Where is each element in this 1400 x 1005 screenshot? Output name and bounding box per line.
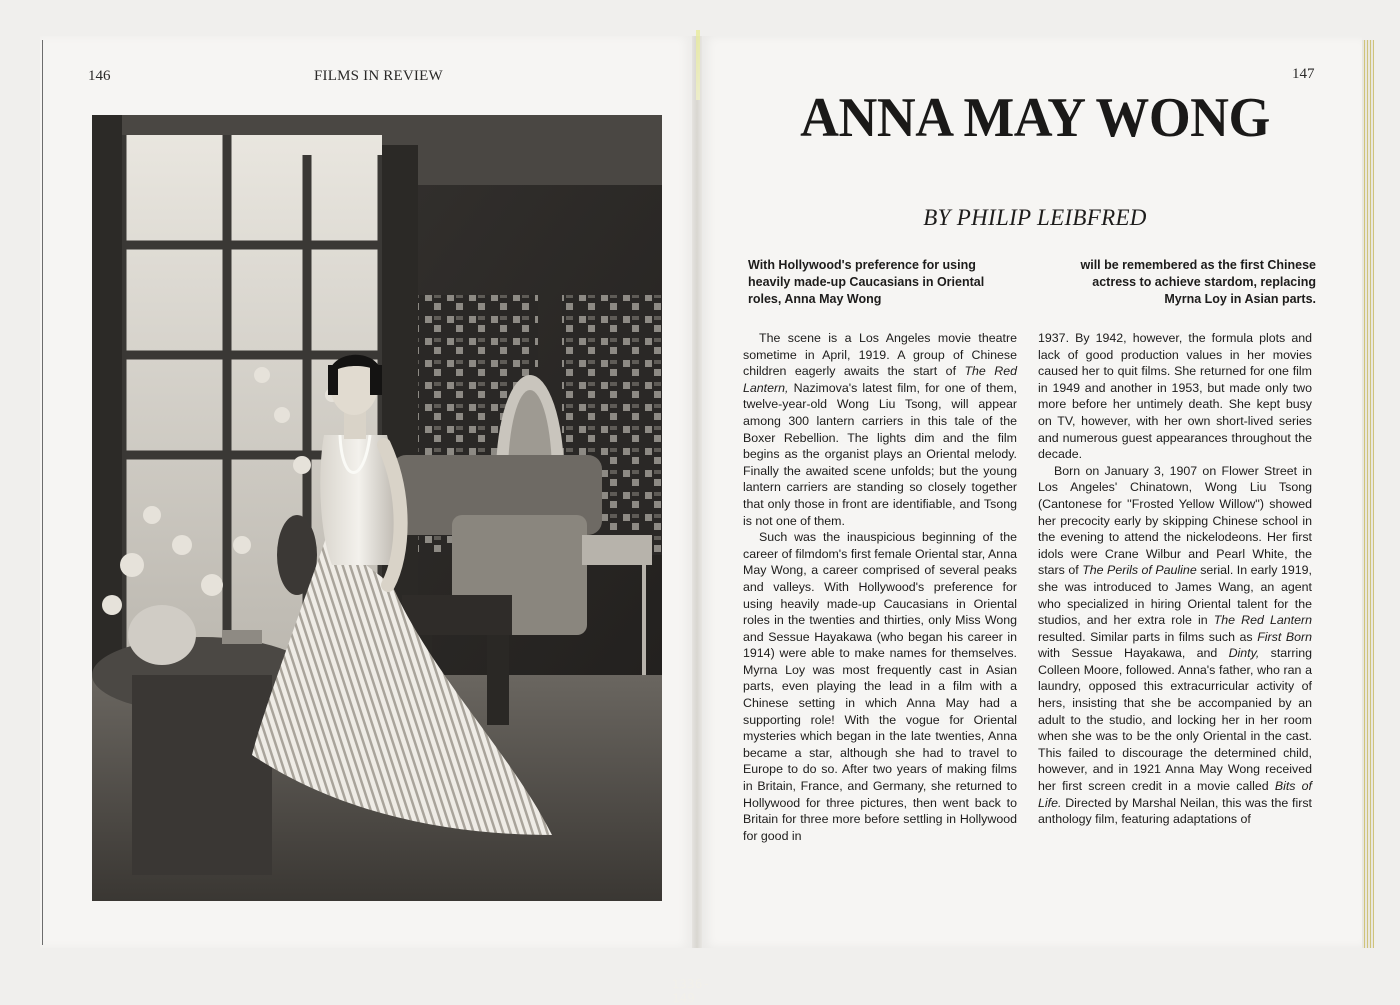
page-edge-line <box>42 40 43 945</box>
deck-right: will be remembered as the first Chinese actress to achieve stardom, replacing Myrna Loy in Asian parts. <box>1080 258 1316 306</box>
body-column-1 <box>743 330 1017 844</box>
book-gutter <box>692 36 702 948</box>
portrait-illustration <box>92 115 662 901</box>
body-column-2 <box>1038 330 1312 828</box>
article-byline: BY PHILIP LEIBFRED <box>923 205 1147 230</box>
right-page-number: 147 <box>1292 66 1315 82</box>
portrait-photo <box>92 115 711 1005</box>
paragraph: Born on January 3, 1907 on Flower Street in Los Angeles' Chinatown, Wong Liu Tsong (Cantonese for ''Frosted Yellow Willow'') showed her precocity early by skipping Chinese school in the evening to attend the nickelodeons. Her first idols were Crane Wilbur and Pearl White, the stars of The Perils of Pauline serial. In early 1919, she was introduced to James Wang, an agent who specialized in hiring Oriental talent for the studios, and her extra role in The Red Lantern resulted. Similar parts in films such as First Born with Sessue Hayakawa, and Dinty, starring Colleen Moore, followed. Anna's father, who ran a laundry, opposed this extracurricular activity of hers, insisting that she be accompanied by an adult to the studio, and locking her in her room when she was to be the only Oriental in the cast. This failed to discourage the determined child, however, and in 1921 Anna May Wong received her first screen credit in a movie called Bits of Life. Directed by Marshal Neilan, this was the first anthology film, featuring adaptations of <box>1038 463 1313 827</box>
page-edge-stack <box>1362 40 1374 948</box>
photo-caption-code: 1336-149 <box>671 976 711 1005</box>
deck-left: With Hollywood's preference for using heavily made-up Caucasians in Oriental roles, Anna May Wong <box>748 258 985 306</box>
paper-stain <box>696 30 700 100</box>
paragraph: Such was the inauspicious beginning of the career of filmdom's first female Oriental star, Anna May Wong, a career comprised of several peaks and valleys. With Hollywood's preference for using heavily made-up Caucasians in Oriental roles in the twenties and thirties, only Miss Wong and Sessue Hayakawa (who began his career in 1914) were able to make names for themselves. Myrna Loy was most frequently cast in Asian parts, even playing the lead in a film with a Chinese setting in which Anna May had a supporting role! With the vogue for Oriental mysteries which began in the late twenties, Anna became a star, although she had to travel to Europe to do so. After two years of making films in Britain, France, and Germany, she returned to Hollywood for three pictures, then went back to Britain for three more before settling in Hollywood for good in <box>743 530 1017 843</box>
left-page-number: 146 <box>88 68 111 84</box>
paragraph: 1937. By 1942, however, the formula plots and lack of good production values in her movies caused her to quit films. She returned for one film in 1949 and another in 1953, but made only two more before her untimely death. She kept busy on TV, however, with her own short-lived series and numerous guest appearances throughout the decade. <box>1038 331 1312 462</box>
running-head: FILMS IN REVIEW <box>314 68 443 84</box>
article-title: ANNA MAY WONG <box>800 87 1270 149</box>
paragraph: The scene is a Los Angeles movie theatre sometime in April, 1919. A group of Chinese children eagerly awaits the start of The Red Lantern, Nazimova's latest film, for one of them, twelve-year-old Wong Liu Tsong, will appear among 300 lantern carriers in this tale of the Boxer Rebellion. The lights dim and the film begins as the organist plays an Oriental melody. Finally the awaited scene unfolds; but the young lantern carriers are standing so closely together that only those in front are identifiable, and Tsong is not one of them. <box>743 331 1017 528</box>
